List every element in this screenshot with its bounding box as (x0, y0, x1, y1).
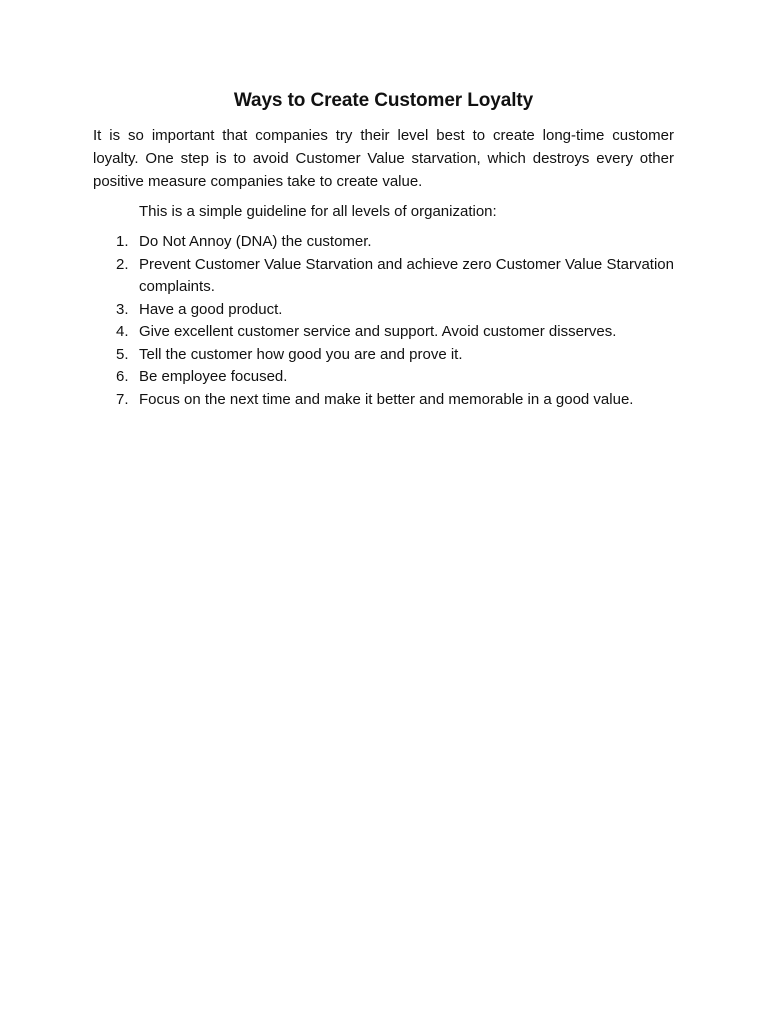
list-item (93, 389, 674, 412)
list-item-text: Have a good product. (139, 300, 283, 318)
intro-paragraph: It is so important that companies try their level best to create long-time customer loyalty. One step is to avoid Customer Value starvation, which destroys every other positive measure companies take to create value. (93, 127, 674, 190)
list-item-number: 5. (116, 345, 129, 363)
list-item-text: Do Not Annoy (DNA) the customer. (139, 233, 372, 250)
list-item-number: 2. (116, 255, 129, 273)
list-item-number: 4. (116, 323, 129, 340)
list-item-text: Focus on the next time and make it better and memorable in a good value. (139, 390, 634, 408)
list-item (93, 299, 674, 322)
list-item-text: Tell the customer how good you are and prove it. (139, 345, 463, 363)
list-item-number: 3. (116, 300, 129, 318)
list-item (93, 366, 674, 389)
list-item-number: 1. (116, 233, 129, 250)
list-item-number: 6. (116, 368, 129, 385)
document-title: Ways to Create Customer Loyalty (233, 90, 534, 111)
document-body (93, 88, 674, 411)
list-item-text: Prevent Customer Value Starvation and achieve zero Customer Value Starvation complaints. (139, 255, 674, 295)
guideline-list (93, 231, 674, 411)
list-item (93, 321, 674, 344)
list-item-text: Give excellent customer service and support. Avoid customer disserves. (139, 323, 617, 340)
list-item (93, 344, 674, 367)
list-item (93, 254, 674, 299)
guideline-lead: This is a simple guideline for all levels of organization: (139, 203, 497, 220)
list-item-number: 7. (116, 390, 129, 408)
list-item-text: Be employee focused. (139, 368, 288, 385)
list-item (93, 231, 674, 254)
